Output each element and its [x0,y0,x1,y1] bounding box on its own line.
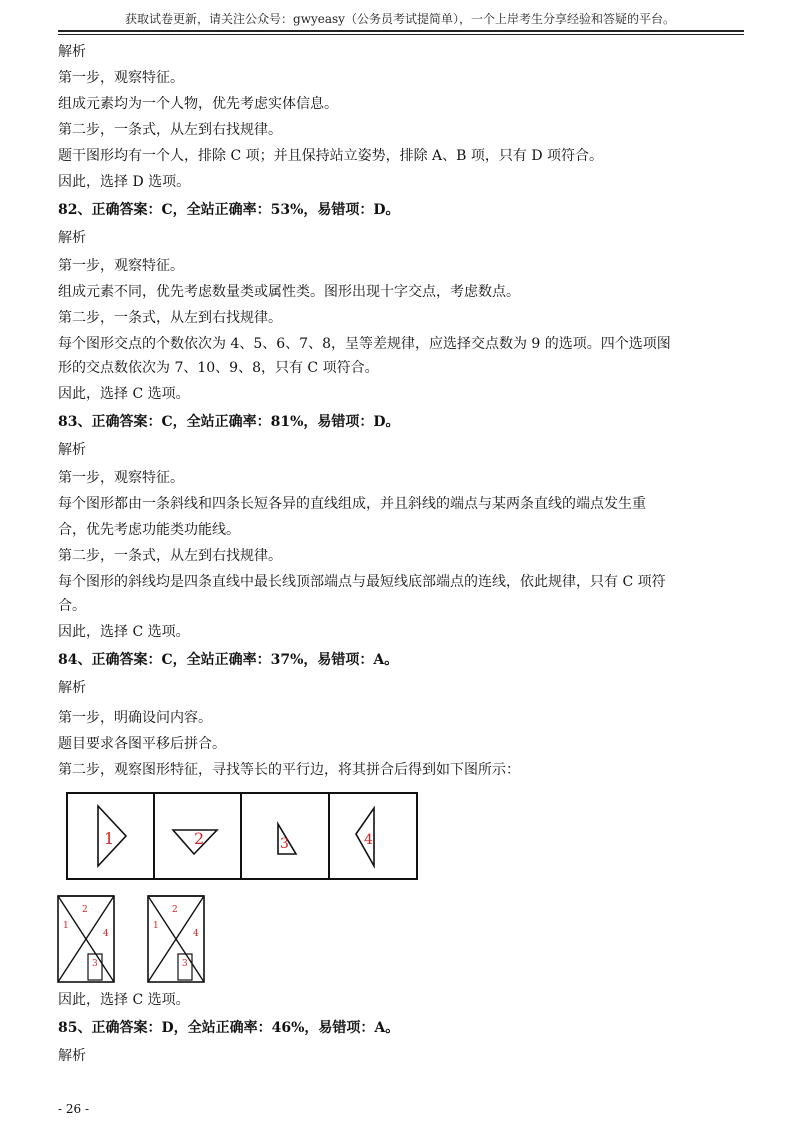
header-rule-thin [58,34,744,35]
combined-a-label-3: 3 [92,959,98,969]
question-84-pieces-figure [66,792,418,880]
paragraph-line: 第一步，观察特征。 [58,70,184,86]
paragraph-line: 第一步，观察特征。 [58,258,184,274]
combined-b-label-2: 2 [172,905,178,915]
paragraph-line: 因此，选择 C 选项。 [58,992,190,1008]
paragraph-line: 每个图形的斜线均是四条直线中最长线顶部端点与最短线底部端点的连线，依此规律，只有 C 项符 [58,574,666,590]
paragraph-line: 形的交点数依次为 7、10、9、8，只有 C 项符合。 [58,360,379,376]
combined-figure-b [146,894,206,984]
page-header: 获取试卷更新，请关注公众号：gwyeasy（公务员考试提简单），一个上岸考生分享经验和答疑的平台。 [125,12,675,26]
paragraph-line: 因此，选择 D 选项。 [58,174,191,190]
paragraph-line: 因此，选择 C 选项。 [58,386,190,402]
combined-a-label-2: 2 [82,905,88,915]
paragraph-line: 每个图形都由一条斜线和四条长短各异的直线组成，并且斜线的端点与某两条直线的端点发生重 [58,496,646,512]
answer-heading-83: 83、正确答案：C，全站正确率：81%，易错项：D。 [58,414,400,430]
paragraph-line: 第二步，一条式，从左到右找规律。 [58,122,282,138]
answer-heading-85: 85、正确答案：D，全站正确率：46%，易错项：A。 [58,1020,400,1036]
analysis-heading: 解析 [58,1048,86,1064]
paragraph-line: 组成元素不同，优先考虑数量类或属性类。图形出现十字交点，考虑数点。 [58,284,520,300]
paragraph-line: 每个图形交点的个数依次为 4、5、6、7、8，呈等差规律，应选择交点数为 9 的选项。四个选项图 [58,336,671,352]
combined-b-label-4: 4 [193,929,199,939]
header-rule-thick [58,30,744,32]
paragraph-line: 第二步，观察图形特征，寻找等长的平行边，将其拼合后得到如下图所示： [58,762,520,778]
combined-a-label-4: 4 [103,929,109,939]
answer-heading-84: 84、正确答案：C，全站正确率：37%，易错项：A。 [58,652,399,668]
piece-2-label: 2 [194,829,205,848]
combined-b-label-3: 3 [182,959,188,969]
paragraph-line: 合，优先考虑功能类功能线。 [58,522,240,538]
paragraph-line: 题干图形均有一个人，排除 C 项；并且保持站立姿势，排除 A、B 项，只有 D 项符合。 [58,148,604,164]
analysis-heading: 解析 [58,442,86,458]
analysis-heading: 解析 [58,44,86,60]
paragraph-line: 组成元素均为一个人物，优先考虑实体信息。 [58,96,338,112]
paragraph-line: 因此，选择 C 选项。 [58,624,190,640]
paragraph-line: 第一步，观察特征。 [58,470,184,486]
answer-heading-82: 82、正确答案：C，全站正确率：53%，易错项：D。 [58,202,400,218]
page-number: - 26 - [58,1102,90,1116]
combined-a-label-1: 1 [63,921,69,931]
piece-1-label: 1 [104,829,115,848]
paragraph-line: 第二步，一条式，从左到右找规律。 [58,548,282,564]
paragraph-line: 第二步，一条式，从左到右找规律。 [58,310,282,326]
analysis-heading: 解析 [58,680,86,696]
piece-4-label: 4 [364,832,373,848]
paragraph-line: 第一步，明确设问内容。 [58,710,212,726]
paragraph-line: 题目要求各图平移后拼合。 [58,736,226,752]
piece-3-label: 3 [280,836,289,852]
combined-figure-a [56,894,116,984]
combined-b-label-1: 1 [153,921,159,931]
paragraph-line: 合。 [58,598,86,614]
analysis-heading: 解析 [58,230,86,246]
